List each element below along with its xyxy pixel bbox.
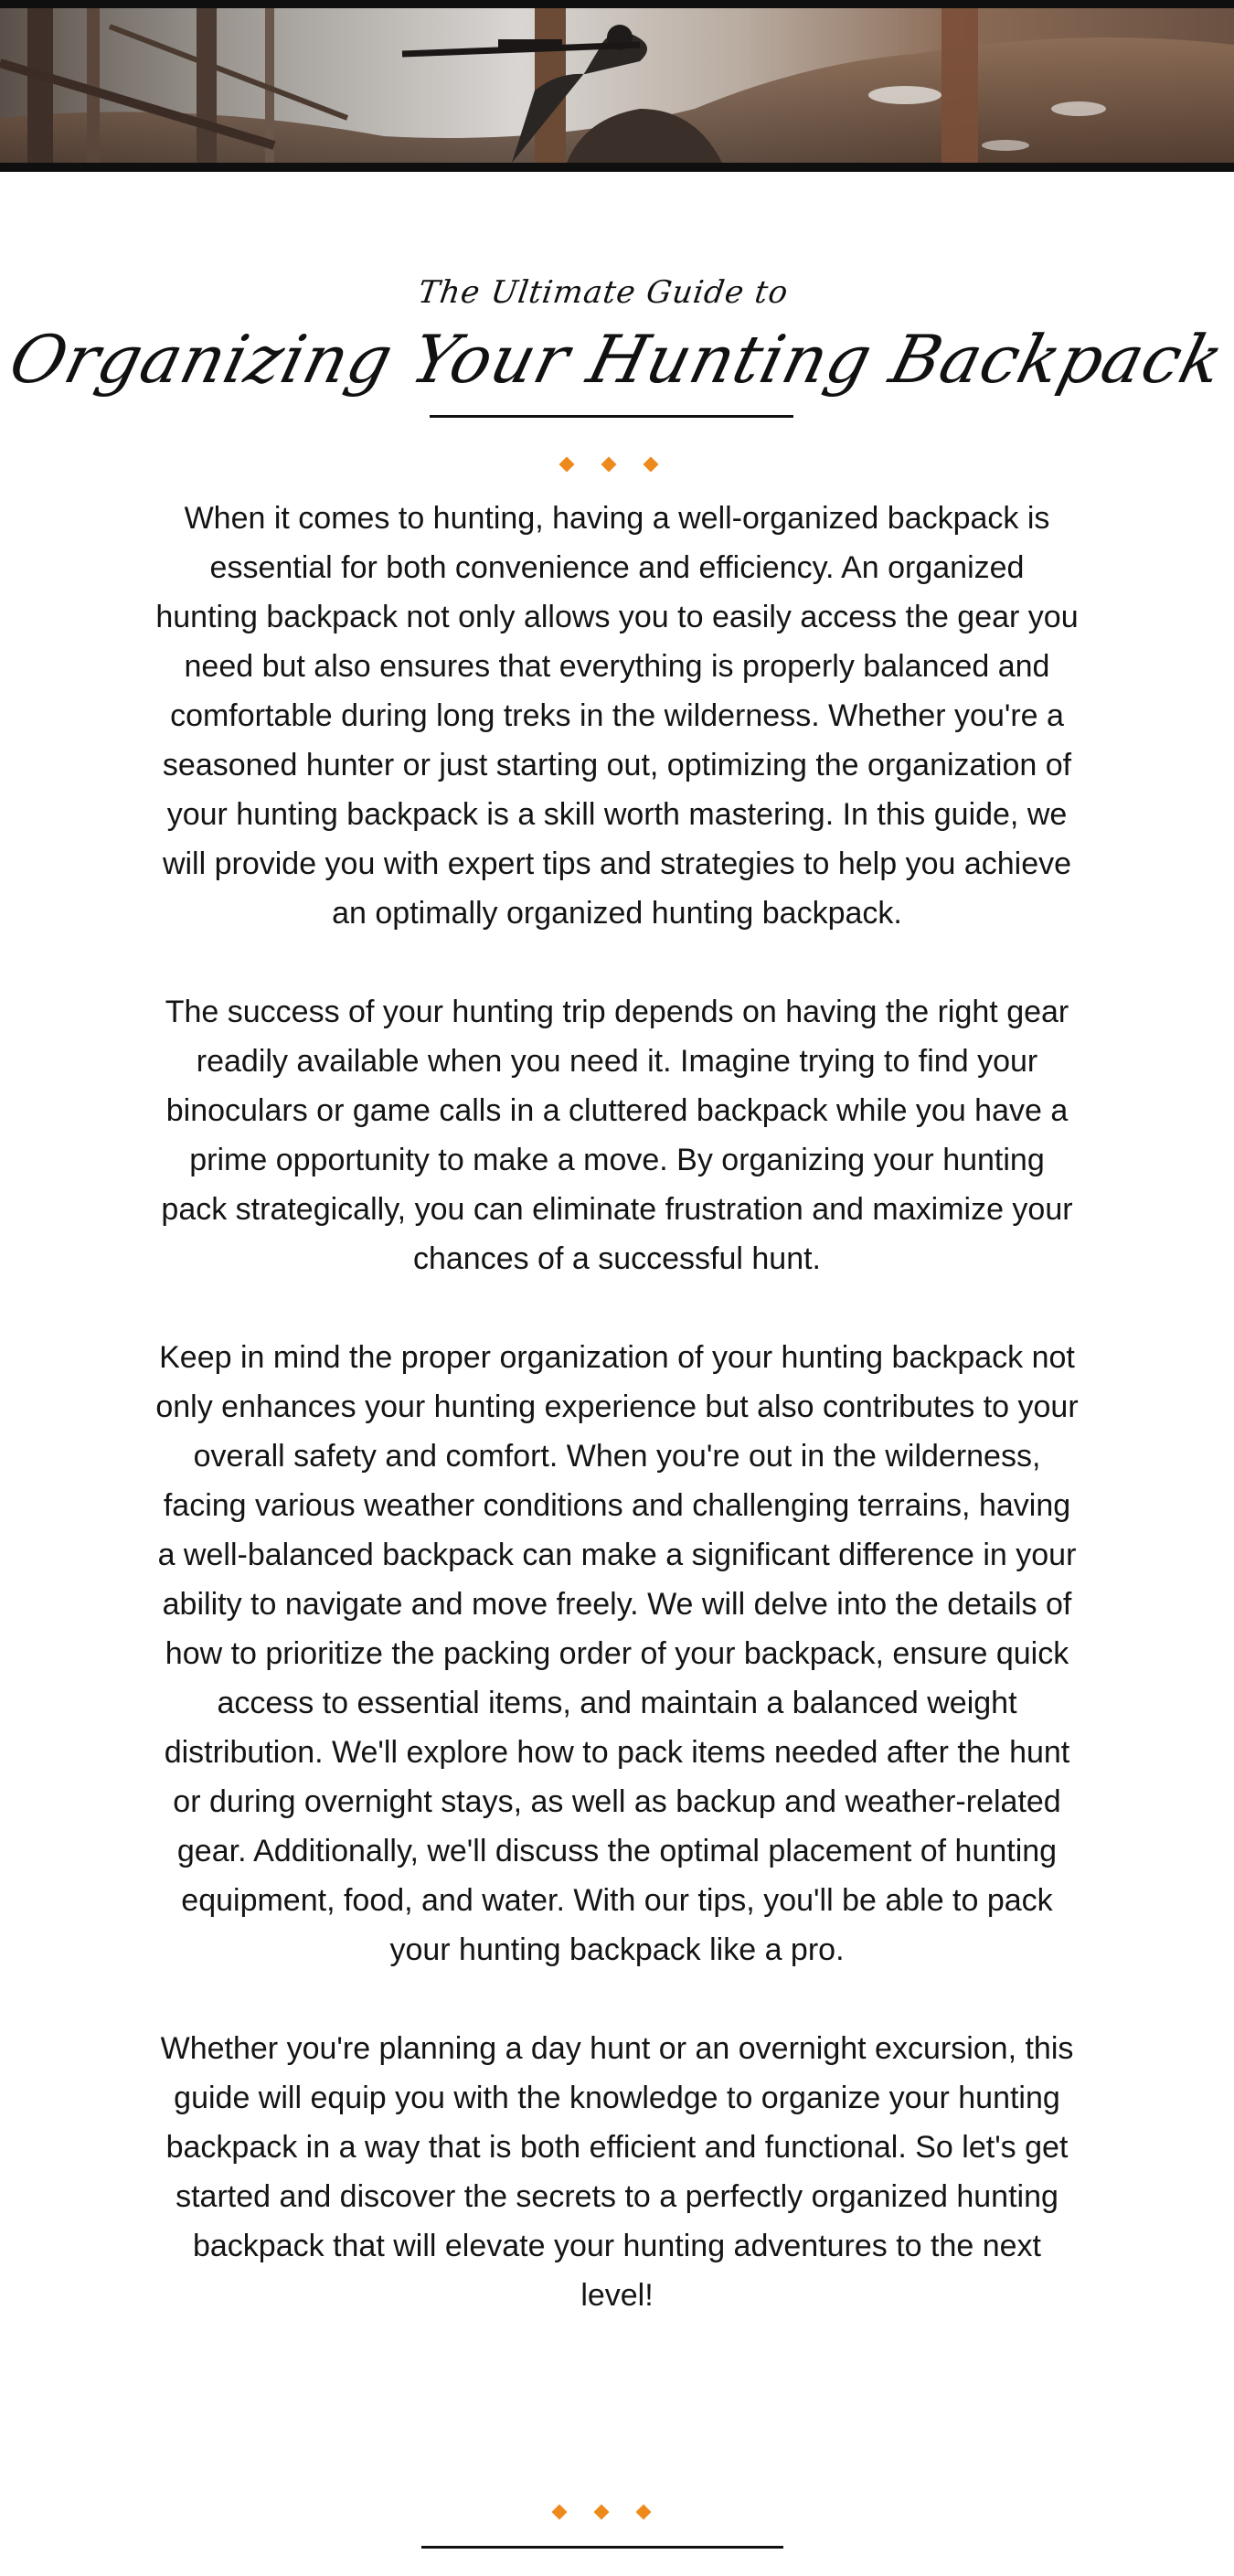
diamond-ornament-icon [554,453,664,475]
title-block [0,274,1234,430]
article-paragraph-3: Keep in mind the proper organization of your hunting backpack not only enhances your hunting experience but also contributes to your overall safety and comfort. When you're out in the wilderness, facing various weather conditions and challenging terrains, having a well-balanced backpack can make a significant difference in your ability to navigate and move freely. We will delve into the details of how to prioritize the packing order of your backpack, ensure quick access to essential items, and maintain a balanced weight distribution. We'll explore how to pack items needed after the hunt or during overnight stays, as well as backup and weather-related gear. Additionally, we'll discuss the optimal placement of hunting equipment, food, and water. With our tips, you'll be able to pack your hunting backpack like a pro. [155,1340,1079,1967]
hero-photo-illustration [0,8,1234,163]
article-paragraph-4: Whether you're planning a day hunt or an overnight excursion, this guide will equip you with the knowledge to organize your hunting backpack in a way that is both efficient and functional. So let's get started and discover the secrets to a perfectly organized hunting backpack that will elevate your hunting adventures to the next level! [160,2031,1074,2313]
article-paragraph-1: When it comes to hunting, having a well-organized backpack is essential for both convenience and efficiency. An organized hunting backpack not only allows you to easily access the gear you need but also ensures that everything is properly balanced and comfortable during long treks in the wilderness. Whether you're a seasoned hunter or just starting out, optimizing the organization of your hunting backpack is a skill worth mastering. In this guide, we will provide you with expert tips and strategies to help you achieve an optimally organized hunting backpack. [155,501,1079,931]
title-kicker: The Ultimate Guide to [415,274,792,311]
title-underline [430,415,793,418]
ornament-diamonds-top [554,453,664,475]
ornament-diamonds-bottom [547,2501,656,2523]
article-body [155,494,1079,2320]
bottom-divider [421,2546,783,2549]
article-paragraph-2: The success of your hunting trip depends on having the right gear readily available when you need it. Imagine trying to find your binoculars or game calls in a cluttered backpack while you have a prime opportunity to make a move. By organizing your hunting pack strategically, you can eliminate frustration and maximize your chances of a successful hunt. [161,995,1073,1276]
page-title: Organizing Your Hunting Backpack [2,321,1232,398]
hero-banner [0,0,1234,172]
diamond-ornament-icon [547,2501,656,2523]
hero-photo-hunter-aiming-rifle [0,8,1234,163]
